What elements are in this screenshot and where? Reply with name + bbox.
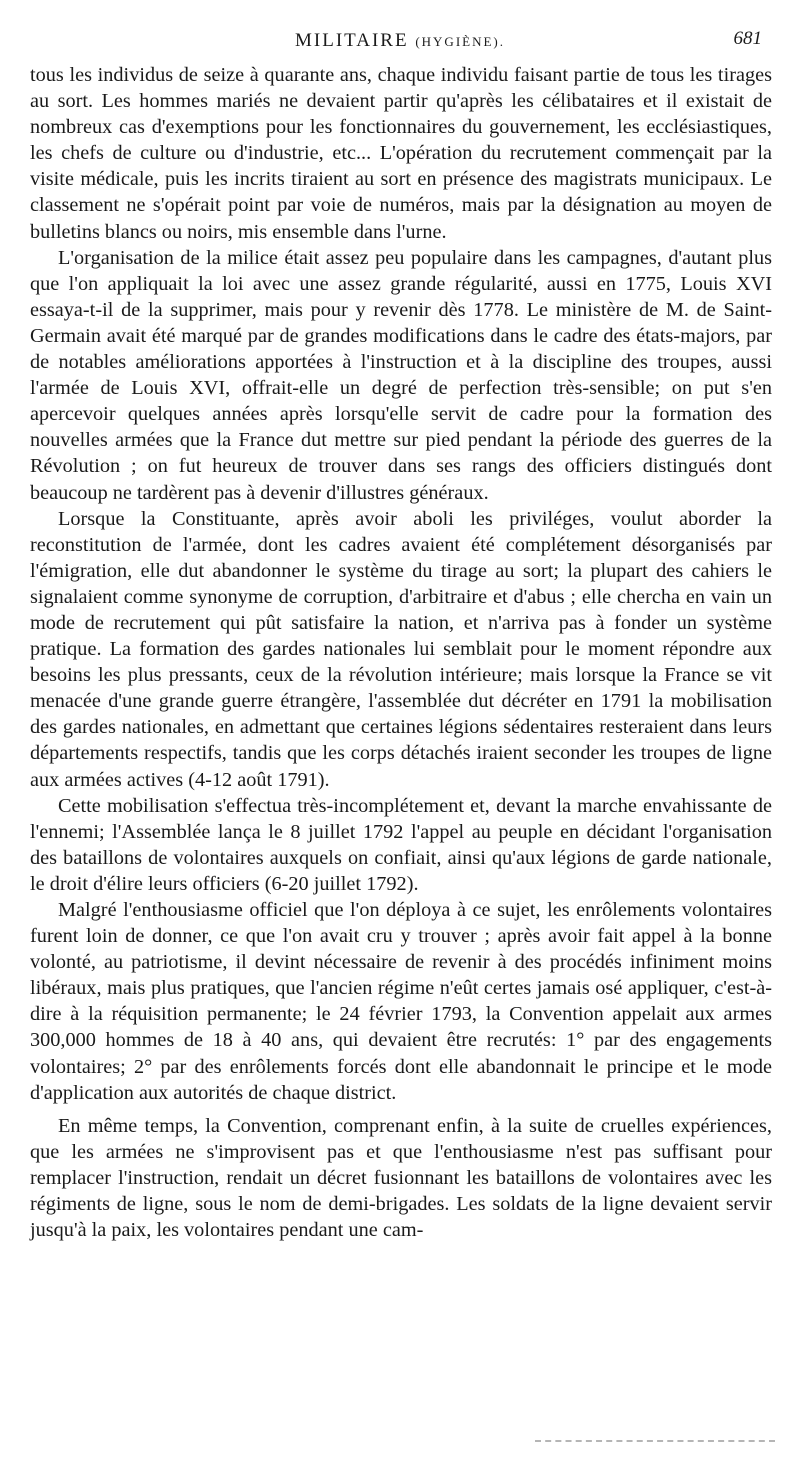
paragraph: Cette mobilisation s'effectua très-incomplétement et, devant la marche envahissante de l'ennemi; l'Assemblée lança le 8 juillet 1792 l'appel au peuple en décidant l'organisation des bataillons de volontaires auxquels on confiait, ainsi qu'aux légions de garde nationale, le droit d'élire leurs officiers (6-20 juillet 1792). (30, 794, 772, 895)
scan-artifact-divider (535, 1440, 775, 1448)
paragraph: L'organisation de la milice était assez peu populaire dans les campagnes, d'autant plus que l'on appliquait la loi avec une assez grande régularité, aussi en 1775, Louis XVI essaya-t-il de la supprimer, mais pour y revenir dès 1778. Le ministère de M. de Saint-Germain avait été marqué par de grandes modifications dans le cadre des états-majors, par de notables améliorations apportées à l'instruction et à la discipline des troupes, aussi l'armée de Louis XVI, offrait-elle un degré de perfection très-sensible; on put s'en apercevoir quelques années après lorsqu'elle servit de cadre pour la formation des nouvelles armées que la France dut mettre sur pied pendant la période des guerres de la Révolution ; on fut heureux de trouver dans ses rangs des officiers distingués dont beaucoup ne tardèrent pas à devenir d'illustres généraux. (30, 246, 772, 504)
paragraph: Lorsque la Constituante, après avoir aboli les priviléges, voulut aborder la reconstitution de l'armée, dont les cadres avaient été complétement désorganisés par l'émigration, elle dut abandonner le système du tirage au sort; la plupart des cahiers le signalaient comme synonyme de corruption, d'arbitraire et d'abus ; elle chercha en vain un mode de recrutement qui pût satisfaire la nation, et n'arriva pas à fonder un système pratique. La formation des gardes nationales lui semblait pour le moment répondre aux besoins les plus pressants, ceux de la révolution intérieure; mais lorsque la France se vit menacée d'une grande guerre étrangère, l'assemblée dut décréter en 1791 la mobilisation des gardes nationales, en admettant que certaines légions sédentaires resteraient dans leurs départements respectifs, tandis que les corps détachés iraient seconder les troupes de ligne aux armées actives (4-12 août 1791). (30, 507, 772, 791)
section-subtitle: (HYGIÈNE). (415, 34, 505, 49)
paragraph: tous les individus de seize à quarante ans, chaque individu faisant partie de tous les tirages au sort. Les hommes mariés ne devaient partir qu'après les célibataires et il existait de nombreux cas d'exemptions pour les fonctionnaires du gouvernement, les ecclésiastiques, les chefs de culture ou d'industrie, etc... L'opération du recrutement commençait par la visite médicale, puis les incrits tiraient au sort en présence des magistrats municipaux. Le classement ne s'opérait point par voie de numéros, mais par la désignation au moyen de bulletins blancs ou noirs, mis ensemble dans l'urne. (30, 64, 772, 243)
running-title (30, 30, 770, 52)
body-text (30, 62, 772, 1243)
running-head (30, 26, 770, 56)
paragraph: Malgré l'enthousiasme officiel que l'on déploya à ce sujet, les enrôlements volontaires furent loin de donner, ce que l'on avait cru y trouver ; après avoir fait appel à la bonne volonté, au patriotisme, il devint nécessaire de revenir à des procédés infiniment moins libéraux, mais plus pratiques, que l'ancien régime n'eût certes jamais osé appliquer, c'est-à-dire à la réquisition permanente; le 24 février 1793, la Convention appelait aux armes 300,000 hommes de 18 à 40 ans, qui devaient être recrutés: 1° par des engagements volontaires; 2° par des enrôlements forcés dont elle abandonnait le principe et le mode d'application aux autorités de chaque district. (30, 899, 772, 1104)
paragraph: En même temps, la Convention, comprenant enfin, à la suite de cruelles expériences, que les armées ne s'improvisent pas et que l'enthousiasme n'est pas suffisant pour remplacer l'instruction, rendait un décret fusionnant les bataillons de volontaires avec les régiments de ligne, sous le nom de demi-brigades. Les soldats de la ligne devaient servir jusqu'à la paix, les volontaires pendant une cam- (30, 1114, 772, 1242)
page-number: 681 (733, 28, 762, 49)
section-title: MILITAIRE (295, 30, 409, 51)
